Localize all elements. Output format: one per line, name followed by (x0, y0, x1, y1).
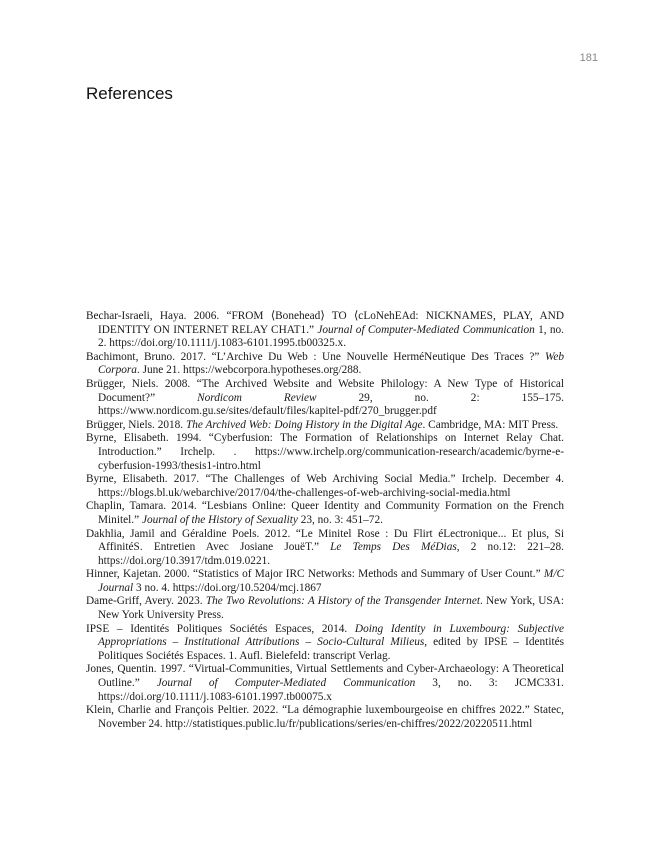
reference-entry (86, 432, 564, 473)
reference-entry (86, 378, 564, 419)
reference-text: Jones, Quentin. 1997. “Virtual-Communities, Virtual Settlements and Cyber-Archaeology: A Theoretical Outline.” (86, 663, 564, 690)
reference-italic: Journal of Computer-Mediated Communication (317, 323, 535, 336)
reference-entry (86, 310, 564, 351)
reference-text: Klein, Charlie and François Peltier. 2022. “La démographie luxembourgeoise en chiffres 2022.” Statec, November 24. http://statistiques.public.lu/fr/publications/series/en-chiffres/2022/20220511.html (86, 704, 564, 730)
reference-text: Byrne, Elisabeth. 2017. “The Challenges of Web Archiving Social Media.” Irchelp. December 4. https://blogs.bl.uk/webarchive/2017/04/the-challenges-of-web-archiving-social-media.html (86, 473, 564, 499)
reference-italic: Journal of the History of Sexuality (141, 513, 298, 526)
reference-text: Bechar-Israeli, Haya. 2006. “FROM ⟨Bonehead⟩ TO ⟨cLoNehEAd: NICKNAMES, PLAY, AND IDENTITY ON INTERNET RELAY CHAT1.” (86, 310, 564, 336)
page-number: 181 (579, 52, 598, 64)
reference-italic: The Archived Web: Doing History in the Digital Age (185, 418, 423, 431)
reference-italic: Web Corpora (98, 350, 564, 377)
reference-entry (86, 595, 564, 622)
reference-text: Byrne, Elisabeth. 1994. “Cyberfusion: The Formation of Relationships on Internet Relay Chat. Introduction.” Irchelp. . https://www.irchelp.org/communication-research/academic/byrne-e-cyberfusion-1993/thesis1-intro.html (86, 432, 564, 472)
reference-entry (86, 500, 564, 527)
references-heading: References (86, 84, 173, 103)
reference-entry (86, 473, 564, 500)
reference-text: 29, no. 2: 155–175. https://www.nordicom.gu.se/sites/default/files/kapitel-pdf/270_brugger.pdf (98, 391, 564, 418)
reference-entry (86, 704, 564, 731)
reference-entry (86, 528, 564, 569)
reference-list (86, 310, 564, 731)
reference-text: 23, no. 3: 451–72. (297, 513, 383, 526)
reference-text: . June 21. https://webcorpora.hypotheses.org/288. (136, 364, 362, 377)
reference-entry (86, 419, 564, 433)
reference-text: 3, no. 3: JCMC331. https://doi.org/10.1111/j.1083-6101.1997.tb00075.x (98, 677, 564, 703)
reference-text: 1, no. 2. https://doi.org/10.1111/j.1083-6101.1995.tb00325.x. (98, 323, 564, 350)
reference-text: 3 no. 4. https://doi.org/10.5204/mcj.1867 (133, 581, 322, 594)
reference-entry (86, 663, 564, 704)
reference-text: . New York, USA: New York University Press. (98, 595, 564, 622)
reference-text: Hinner, Kajetan. 2000. “Statistics of Major IRC Networks: Methods and Summary of User Count.” (86, 568, 544, 581)
reference-text: Bachimont, Bruno. 2017. “L’Archive Du Web : Une Nouvelle HerméNeutique Des Traces ?” (86, 350, 545, 363)
reference-text: Chaplin, Tamara. 2014. “Lesbians Online: Queer Identity and Community Formation on the French Minitel.” (86, 500, 564, 526)
reference-italic: M/C Journal (98, 568, 564, 594)
reference-text: , 2 no.12: 221–28. https://doi.org/10.3917/tdm.019.0221. (98, 541, 564, 567)
reference-italic: Le Temps Des MéDias (330, 541, 457, 554)
reference-text: Brügger, Niels. 2018. (86, 418, 186, 431)
reference-text: Brügger, Niels. 2008. “The Archived Website and Website Philology: A New Type of Historical Document?” (86, 377, 564, 404)
reference-entry (86, 568, 564, 595)
reference-italic: Journal of Computer-Mediated Communication (156, 677, 416, 690)
reference-text: , edited by IPSE – Identités Politiques Sociétés Espaces. 1. Aufl. Bielefeld: transcript Verlag. (98, 636, 565, 662)
reference-entry (86, 351, 564, 378)
reference-text: Dame-Griff, Avery. 2023. (86, 595, 206, 608)
reference-italic: Nordicom Review (197, 391, 317, 404)
reference-text: . Cambridge, MA: MIT Press. (422, 418, 559, 431)
reference-text: IPSE – Identités Politiques Sociétés Espaces, 2014. (86, 622, 355, 635)
reference-italic: Doing Identity in Luxembourg: Subjective Appropriations – Institutional Attributions – Socio-Cultural Milieus (98, 622, 564, 649)
reference-text: Dakhlia, Jamil and Géraldine Poels. 2012. “Le Minitel Rose : Du Flirt éLectronique... Et plus, Si AffinitéS. Entretien Avec Josiane JouëT.” (86, 527, 564, 554)
reference-entry (86, 623, 564, 664)
reference-italic: The Two Revolutions: A History of the Transgender Internet (205, 595, 480, 608)
